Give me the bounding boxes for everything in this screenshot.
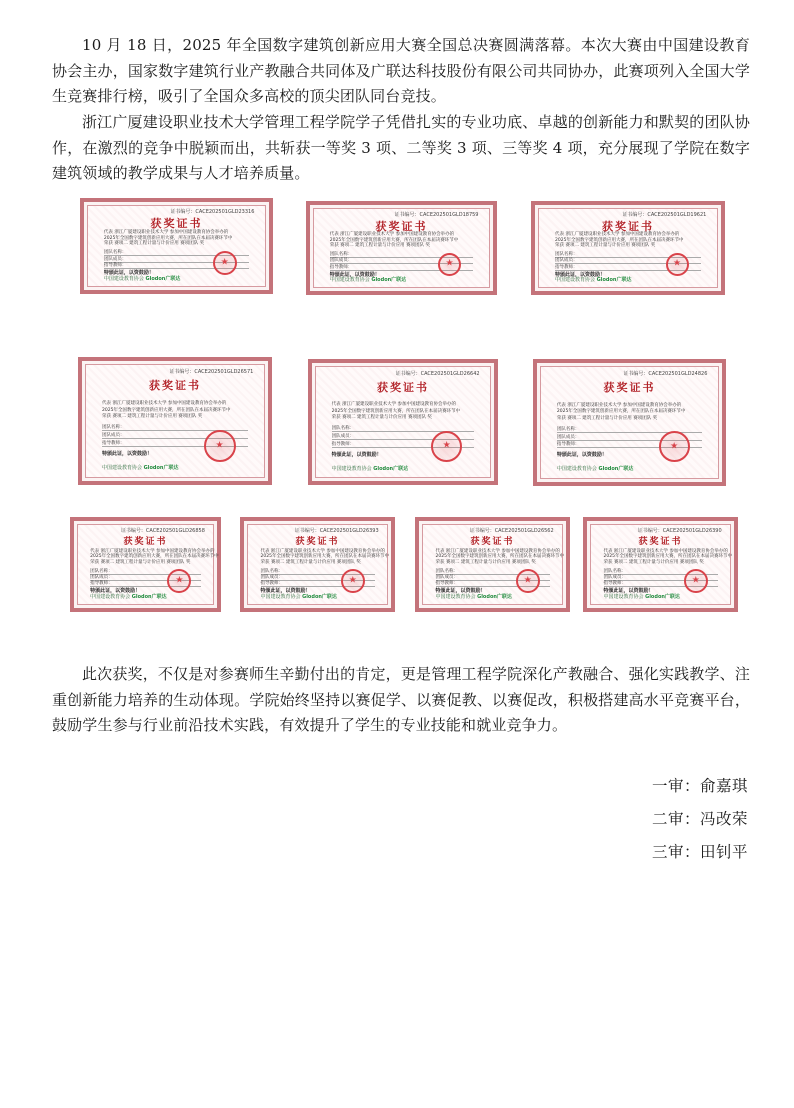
certificate-title-prefix: 获奖 xyxy=(603,381,630,395)
certificate-advisor-field: 指导教师： xyxy=(555,264,701,271)
association-logo: 中国建设教育协会 xyxy=(103,276,144,282)
certificate-closing: 特颁此证，以资鼓励！ xyxy=(435,588,486,595)
certificate-frame xyxy=(313,208,490,288)
certificate-advisor-field: 指导教师： xyxy=(557,441,702,448)
award-certificate xyxy=(78,357,272,485)
certificate-frame xyxy=(590,524,731,605)
official-seal-icon xyxy=(341,569,365,593)
glodon-logo: Glodon广联达 xyxy=(477,594,512,601)
certificate-advisor-field: 指导教师： xyxy=(90,580,201,587)
certificate-logos xyxy=(332,465,408,472)
certificate-closing: 特颁此证，以资鼓励！ xyxy=(331,451,382,458)
certificate-closing: 特颁此证，以资鼓励！ xyxy=(556,452,607,459)
official-seal-icon xyxy=(666,253,689,276)
certificate-frame xyxy=(540,366,719,479)
certificate-body-2: 2025年全国数字建筑创新应用大赛，所在团队在本届决赛环节中 xyxy=(329,237,459,243)
certificate-closing: 特颁此证，以资鼓励！ xyxy=(329,271,380,278)
certificate-number: 证书编号：CACE202501GLD26562 xyxy=(469,528,554,535)
reviewer-first: 一审：俞嘉琪 xyxy=(651,777,748,795)
certificate-title xyxy=(423,534,562,547)
certificate-title-main: 证书 xyxy=(317,536,340,547)
certificate-team-field: 团队名称： xyxy=(555,251,701,258)
certificate-members-field: 团队成员： xyxy=(102,432,248,439)
official-seal-icon xyxy=(431,431,462,462)
certificate-title-main: 证书 xyxy=(660,536,683,547)
certificate-logos xyxy=(555,276,631,283)
certificate-number: 证书编号：CACE202501GLD26393 xyxy=(294,528,379,535)
certificate-number: 证书编号：CACE202501GLD26858 xyxy=(120,528,205,535)
certificate-body-1: 代表 浙江广厦建设职业技术大学 参加中国建设教育协会举办的 xyxy=(329,232,455,238)
certificate-logos xyxy=(102,464,178,471)
certificate-title-main: 证书 xyxy=(176,216,203,230)
certificate-closing: 特颁此证，以资鼓励！ xyxy=(102,451,153,458)
certificate-body-3: 荣获 赛项二 建筑工程计量与计价应用 赛项团队 奖 xyxy=(435,559,536,565)
glodon-logo: Glodon广联达 xyxy=(302,594,337,601)
certificate-logos xyxy=(104,275,180,282)
certificate-advisor-field: 指导教师： xyxy=(104,262,249,269)
certificate-body-2: 2025年全国数字建筑创新应用大赛，所在团队在本届决赛环节中 xyxy=(90,554,219,560)
certificate-body-1: 代表 浙江广厦建设职业技术大学 参加中国建设教育协会举办的 xyxy=(90,548,215,554)
certificate-body-1: 代表 浙江广厦建设职业技术大学 参加中国建设教育协会举办的 xyxy=(102,400,227,406)
certificate-closing: 特颁此证，以资鼓励！ xyxy=(603,588,654,595)
certificate-title xyxy=(88,215,265,231)
glodon-logo: Glodon广联达 xyxy=(373,465,409,472)
certificate-body-3: 荣获 赛项二 建筑工程计量与计价应用 赛项团队 奖 xyxy=(329,243,430,249)
certificate-team-field: 团队名称： xyxy=(104,249,249,256)
certificate-advisor-field: 指导教师： xyxy=(332,441,475,448)
certificate-logos xyxy=(90,593,166,600)
certificate-logos xyxy=(557,465,633,472)
certificate-body-2: 2025年全国数字建筑创新应用大赛，所在团队在本届决赛环节中 xyxy=(103,235,233,241)
certificate-number: 证书编号：CACE202501GLD26390 xyxy=(637,528,722,535)
award-certificate xyxy=(306,201,497,295)
certificate-closing: 特颁此证，以资鼓励！ xyxy=(90,588,141,595)
certificate-members-field: 团队成员： xyxy=(332,433,475,440)
award-certificate xyxy=(531,201,725,295)
certificate-frame xyxy=(538,208,718,288)
association-logo: 中国建设教育协会 xyxy=(435,594,476,601)
certificate-team-field: 团队名称： xyxy=(332,425,475,432)
certificate-title-prefix: 获奖 xyxy=(638,536,661,547)
certificate-number: 证书编号：CACE202501GLD24826 xyxy=(623,371,708,378)
award-certificate xyxy=(533,359,726,486)
certificate-closing: 特颁此证，以资鼓励！ xyxy=(103,270,154,277)
certificate-closing: 特颁此证，以资鼓励！ xyxy=(260,588,311,595)
certificate-advisor-field: 指导教师： xyxy=(261,580,375,587)
certificate-title-main: 证书 xyxy=(145,536,168,547)
award-certificate xyxy=(80,198,273,294)
certificate-title-prefix: 获奖 xyxy=(377,381,403,395)
certificate-frame xyxy=(315,366,491,478)
certificate-frame xyxy=(77,524,219,605)
certificate-advisor-field: 指导教师： xyxy=(436,580,550,587)
certificate-body-1: 代表 浙江广厦建设职业技术大学 参加中国建设教育协会举办的 xyxy=(260,548,385,554)
article-paragraph-1: 10 月 18 日，2025 年全国数字建筑创新应用大赛全国总决赛圆满落幕。本次大赛由中国建设教育协会主办，国家数字建筑行业产教融合共同体及广联达科技股份有限公司共同协办，此赛项列入全国大学生竞赛排行榜，吸引了全国众多高校的顶尖团队同台竞技。 xyxy=(52,36,750,105)
official-seal-icon xyxy=(167,569,191,593)
certificate-title-prefix: 获奖 xyxy=(123,536,146,547)
certificate-body-3: 荣获 赛项二 建筑工程计量与计价应用 赛项团队 奖 xyxy=(90,559,191,565)
certificate-logos xyxy=(330,276,406,283)
certificate-logos xyxy=(436,593,512,600)
certificate-body-3: 荣获 赛项二 建筑工程计量与计价应用 赛项团队 奖 xyxy=(331,415,432,421)
certificate-members-field: 团队成员： xyxy=(604,574,718,581)
certificate-body-2: 2025年全国数字建筑创新应用大赛，所在团队在本届决赛环节中 xyxy=(556,409,686,415)
certificate-title-main: 证书 xyxy=(492,536,515,547)
association-logo: 中国建设教育协会 xyxy=(555,277,596,284)
certificate-team-field: 团队名称： xyxy=(90,568,201,575)
certificate-body-2: 2025年全国数字建筑创新应用大赛，所在团队在本届决赛环节中 xyxy=(102,407,231,413)
certificate-title xyxy=(78,534,213,547)
certificate-frame xyxy=(422,524,563,605)
certificate-advisor-field: 指导教师： xyxy=(102,440,248,447)
certificate-team-field: 团队名称： xyxy=(330,251,474,258)
certificate-body-2: 2025年全国数字建筑创新应用大赛，所在团队在本届决赛环节中 xyxy=(555,237,684,243)
glodon-logo: Glodon广联达 xyxy=(143,465,179,472)
association-logo: 中国建设教育协会 xyxy=(331,465,372,472)
certificate-members-field: 团队成员： xyxy=(104,256,249,263)
certificate-members-field: 团队成员： xyxy=(555,257,701,264)
certificate-advisor-field: 指导教师： xyxy=(330,264,474,271)
official-seal-icon xyxy=(659,431,690,462)
certificate-members-field: 团队成员： xyxy=(90,574,201,581)
official-seal-icon xyxy=(438,253,461,276)
award-certificate xyxy=(70,517,221,612)
certificate-advisor-field: 指导教师： xyxy=(604,580,718,587)
certificate-title xyxy=(541,379,718,395)
award-certificate xyxy=(415,517,570,612)
reviewer-second: 二审：冯改荣 xyxy=(651,810,748,828)
certificate-body-3: 荣获 赛项二 建筑工程计量与计价应用 赛项团队 奖 xyxy=(102,414,203,420)
certificate-team-field: 团队名称： xyxy=(102,424,248,431)
certificate-number: 证书编号：CACE202501GLD26571 xyxy=(169,369,254,376)
certificate-members-field: 团队成员： xyxy=(557,434,702,441)
official-seal-icon xyxy=(204,430,236,462)
official-seal-icon xyxy=(516,569,540,593)
certificate-team-field: 团队名称： xyxy=(604,568,718,575)
certificate-members-field: 团队成员： xyxy=(330,257,474,264)
association-logo: 中国建设教育协会 xyxy=(603,594,644,601)
article-paragraph-3: 此次获奖，不仅是对参赛师生辛勤付出的肯定，更是管理工程学院深化产教融合、强化实践教学、注重创新能力培养的生动体现。学院始终坚持以赛促学、以赛促教、以赛促改，积极搭建高水平竞赛平台，鼓励学生参与行业前沿技术实践，有效提升了学生的专业技能和就业竞争力。 xyxy=(52,665,750,734)
official-seal-icon xyxy=(213,251,237,275)
association-logo: 中国建设教育协会 xyxy=(556,466,597,473)
certificate-title-prefix: 获奖 xyxy=(470,536,493,547)
certificate-title xyxy=(591,534,730,547)
award-certificate xyxy=(308,359,498,485)
certificate-body-1: 代表 浙江广厦建设职业技术大学 参加中国建设教育协会举办的 xyxy=(435,548,560,554)
certificate-body-2: 2025年全国数字建筑创新应用大赛，所在团队在本届决赛环节中 xyxy=(331,408,461,414)
certificate-title-main: 证书 xyxy=(175,379,201,393)
certificate-body-1: 代表 浙江广厦建设职业技术大学 参加中国建设教育协会举办的 xyxy=(555,232,680,238)
certificate-body-3: 荣获 赛项二 建筑工程计量与计价应用 赛项团队 奖 xyxy=(603,559,704,565)
certificate-number: 证书编号：CACE202501GLD23316 xyxy=(170,209,255,216)
reviewer-third: 三审：田钊平 xyxy=(651,843,748,861)
certificate-body-1: 代表 浙江广厦建设职业技术大学 参加中国建设教育协会举办的 xyxy=(103,230,229,235)
certificate-title-main: 证书 xyxy=(403,381,429,395)
certificate-closing: 特颁此证，以资鼓励！ xyxy=(555,271,606,278)
certificate-body-1: 代表 浙江广厦建设职业技术大学 参加中国建设教育协会举办的 xyxy=(556,402,682,408)
association-logo: 中国建设教育协会 xyxy=(329,277,370,284)
certificate-title-prefix: 获奖 xyxy=(375,219,402,233)
certificate-title xyxy=(248,534,387,547)
association-logo: 中国建设教育协会 xyxy=(90,594,131,601)
association-logo: 中国建设教育协会 xyxy=(260,594,301,601)
certificate-title-prefix: 获奖 xyxy=(149,379,175,393)
certificate-number: 证书编号：CACE202501GLD18759 xyxy=(394,212,479,219)
certificate-title-prefix: 获奖 xyxy=(150,216,177,230)
certificate-body-3: 荣获 赛项二 建筑工程计量与计价应用 赛项团队 奖 xyxy=(260,559,361,565)
certificate-title-main: 证书 xyxy=(401,219,428,233)
certificate-team-field: 团队名称： xyxy=(436,568,550,575)
glodon-logo: Glodon广联达 xyxy=(131,594,167,601)
official-seal-icon xyxy=(684,569,708,593)
certificate-number: 证书编号：CACE202501GLD26642 xyxy=(395,371,480,378)
award-certificate xyxy=(240,517,395,612)
certificate-body-2: 2025年全国数字建筑创新应用大赛，所在团队在本届决赛环节中 xyxy=(260,554,389,560)
certificate-body-1: 代表 浙江广厦建设职业技术大学 参加中国建设教育协会举办的 xyxy=(331,402,457,408)
certificate-frame xyxy=(247,524,388,605)
certificate-frame xyxy=(85,364,265,478)
certificate-body-3: 荣获 赛项二 建筑工程计量与计价应用 赛项团队 奖 xyxy=(103,241,205,247)
certificate-body-2: 2025年全国数字建筑创新应用大赛，所在团队在本届决赛环节中 xyxy=(435,554,564,560)
glodon-logo: Glodon广联达 xyxy=(645,594,680,601)
certificate-members-field: 团队成员： xyxy=(261,574,375,581)
certificate-number: 证书编号：CACE202501GLD19621 xyxy=(622,212,707,219)
certificate-title-prefix: 获奖 xyxy=(602,219,628,233)
association-logo: 中国建设教育协会 xyxy=(102,465,143,472)
glodon-logo: Glodon广联达 xyxy=(145,276,181,282)
article-paragraph-2: 浙江广厦建设职业技术大学管理工程学院学子凭借扎实的专业功底、卓越的创新能力和默契的团队协作，在激烈的竞争中脱颖而出，共斩获一等奖 3 项、二等奖 3 项、三等奖 4 项，充分展现了学院在数字建筑领域的教学成果与人才培养质量。 xyxy=(52,113,750,182)
certificate-title xyxy=(316,379,490,395)
certificate-team-field: 团队名称： xyxy=(557,426,702,433)
certificate-title-prefix: 获奖 xyxy=(295,536,318,547)
certificate-frame xyxy=(87,205,266,287)
certificate-team-field: 团队名称： xyxy=(261,568,375,575)
glodon-logo: Glodon广联达 xyxy=(598,466,634,473)
certificate-body-1: 代表 浙江广厦建设职业技术大学 参加中国建设教育协会举办的 xyxy=(603,548,728,554)
glodon-logo: Glodon广联达 xyxy=(371,277,407,284)
certificate-title xyxy=(86,377,264,393)
certificate-title-main: 证书 xyxy=(628,219,654,233)
certificate-members-field: 团队成员： xyxy=(436,574,550,581)
certificate-body-3: 荣获 赛项二 建筑工程计量与计价应用 赛项团队 奖 xyxy=(555,243,656,249)
award-certificate xyxy=(583,517,738,612)
certificate-logos xyxy=(604,593,680,600)
certificate-body-3: 荣获 赛项二 建筑工程计量与计价应用 赛项团队 奖 xyxy=(556,415,658,421)
glodon-logo: Glodon广联达 xyxy=(596,277,632,284)
certificate-title-main: 证书 xyxy=(629,381,656,395)
certificate-logos xyxy=(261,593,337,600)
certificate-body-2: 2025年全国数字建筑创新应用大赛，所在团队在本届决赛环节中 xyxy=(603,554,732,560)
